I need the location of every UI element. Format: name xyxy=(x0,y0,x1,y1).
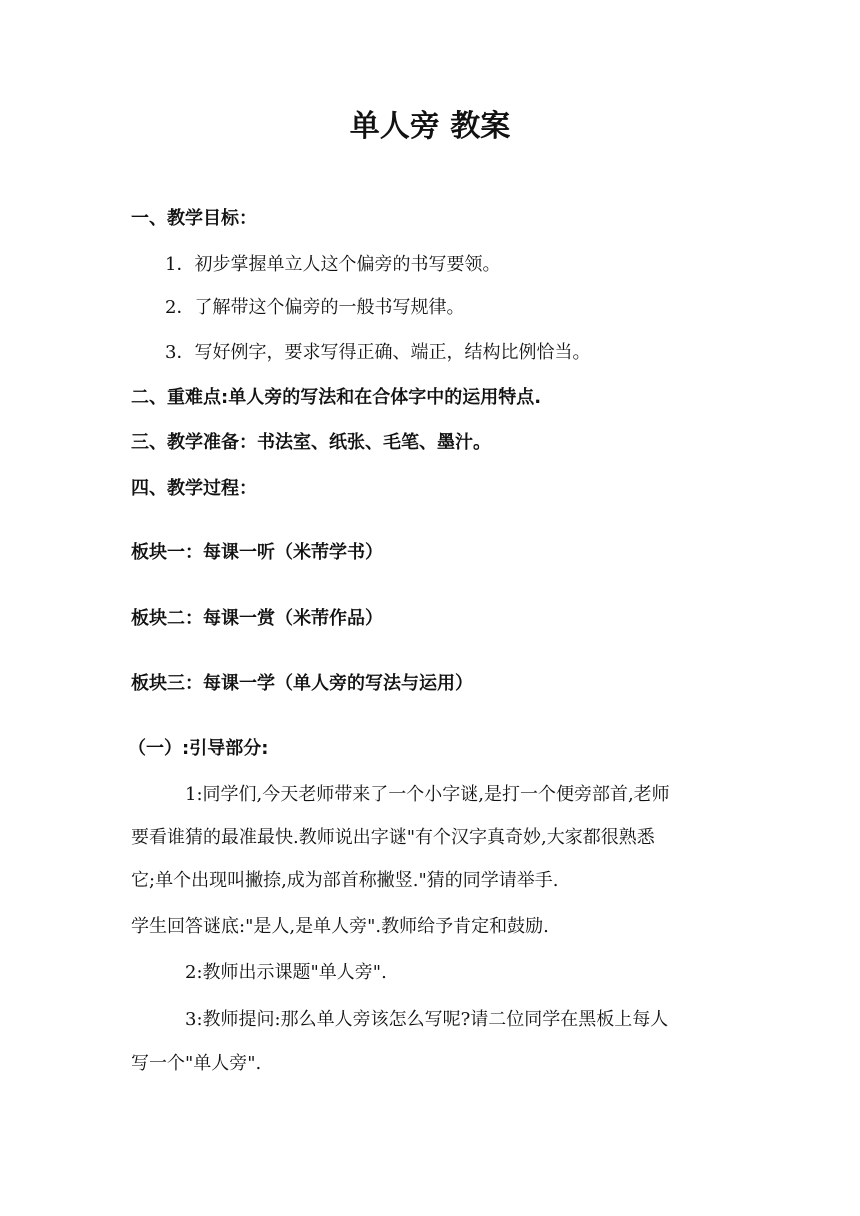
guide-heading: （一）:引导部分: xyxy=(128,738,269,759)
document-title: 单人旁 教案 xyxy=(349,109,511,144)
block-heading-2: 板块二：每课一赏（米芾作品） xyxy=(131,608,383,629)
paragraph-2: 2:教师出示课题"单人旁". xyxy=(185,962,387,983)
objective-item-3: 3．写好例字，要求写得正确、端正，结构比例恰当。 xyxy=(165,342,591,363)
block-heading-3: 板块三：每课一学（单人旁的写法与运用） xyxy=(131,673,473,694)
paragraph-3-line-1: 3:教师提问:那么单人旁该怎么写呢?请二位同学在黑板上每人 xyxy=(185,1009,669,1030)
paragraph-1-line-1: 1:同学们,今天老师带来了一个小字谜,是打一个便旁部首,老师 xyxy=(185,784,670,805)
objective-item-1: 1．初步掌握单立人这个偏旁的书写要领。 xyxy=(165,254,501,275)
objective-item-2: 2．了解带这个偏旁的一般书写规律。 xyxy=(165,297,465,318)
paragraph-1-line-3: 它;单个出现叫撇捺,成为部首称撇竖."猜的同学请举手. xyxy=(131,870,559,891)
paragraph-1-line-2: 要看谁猜的最准最快.教师说出字谜"有个汉字真奇妙,大家都很熟悉 xyxy=(131,827,655,848)
section-heading-objectives: 一、教学目标： xyxy=(131,208,257,229)
section-heading-process: 四、教学过程： xyxy=(131,478,257,499)
paragraph-1-line-4: 学生回答谜底:"是人,是单人旁".教师给予肯定和鼓励. xyxy=(131,916,549,937)
section-heading-key-points: 二、重难点:单人旁的写法和在合体字中的运用特点. xyxy=(131,387,542,408)
section-heading-preparation: 三、教学准备：书法室、纸张、毛笔、墨汁。 xyxy=(131,432,491,453)
block-heading-1: 板块一：每课一听（米芾学书） xyxy=(131,542,383,563)
paragraph-3-line-2: 写一个"单人旁". xyxy=(131,1053,262,1074)
